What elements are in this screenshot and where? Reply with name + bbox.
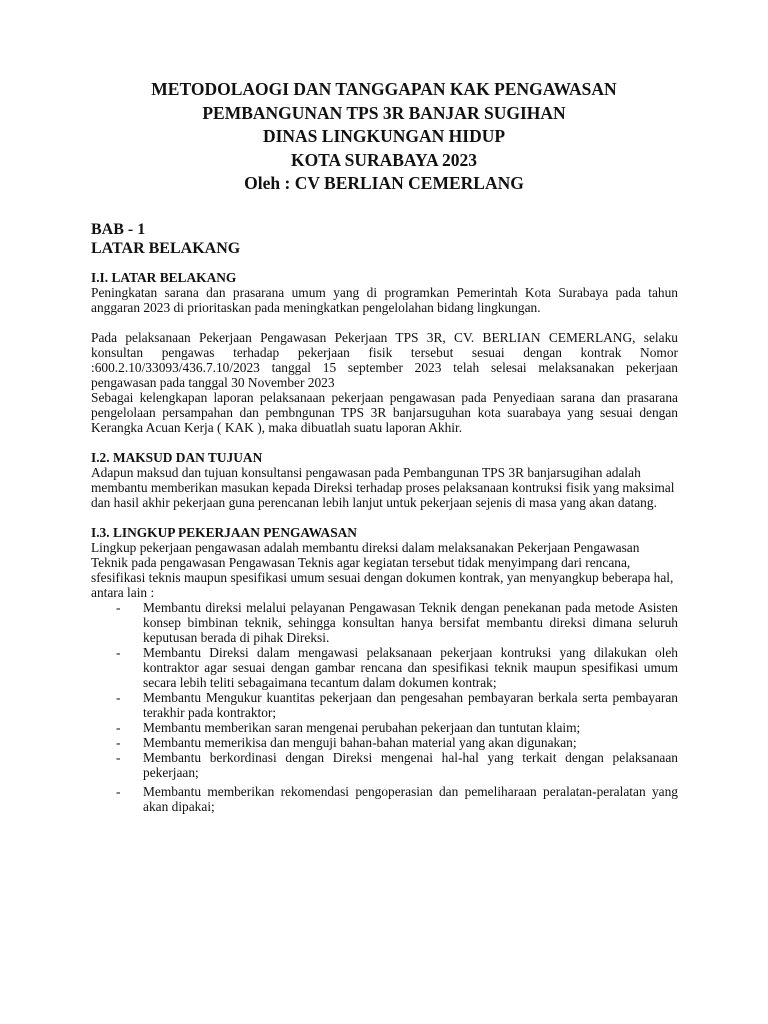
list-item-text: Membantu berkordinasi dengan Direksi mengenai hal-hal yang terkait dengan pelaksanaan pekerjaan; xyxy=(143,750,678,780)
chapter-name: LATAR BELAKANG xyxy=(91,240,241,257)
list-item-text: Membantu memberikan saran mengenai perubahan pekerjaan dan tuntutan klaim; xyxy=(143,720,581,735)
section-1-paragraph-3: Sebagai kelengkapan laporan pelaksanaan pekerjaan pengawasan pada Penyediaan sarana dan prasarana pengelolaan persampahan dan pembngunan TPS 3R banjarsuguhan kota suarabaya yang sesuai dengan Kerangka Acuan Kerja ( KAK ), maka dibuatlah suatu laporan Akhir. xyxy=(91,390,678,435)
list-item xyxy=(91,645,678,690)
document-title xyxy=(90,78,678,196)
bullet-dash: - xyxy=(116,720,121,735)
section-1-heading: I.I. LATAR BELAKANG xyxy=(91,270,237,285)
section-1-paragraph-2: Pada pelaksanaan Pekerjaan Pengawasan Pekerjaan TPS 3R, CV. BERLIAN CEMERLANG, selaku konsultan pengawas terhadap pekerjaan fisik tersebut sesuai dengan kontrak Nomor :600.2.10/33093/436.7.10/2023 tanggal 15 september 2023 telah selesai melaksanakan pekerjaan pengawasan pada tanggal 30 November 2023 xyxy=(91,330,678,390)
list-item xyxy=(91,750,678,780)
list-item-text: Membantu memerikisa dan menguji bahan-bahan material yang akan digunakan; xyxy=(143,735,577,750)
section-3-intro: Lingkup pekerjaan pengawasan adalah membantu direksi dalam melaksanakan Pekerjaan Pengawasan Teknik pada pengawasan Pengawasan Teknis agar kegiatan tersebut tidak menyimpang dari rencana, sfesifikasi teknis maupun spesifikasi umum sesuai dengan dokumen kontrak, yan menyangkup beberapa hal, antara lain : xyxy=(91,540,674,600)
title-line-author: Oleh : CV BERLIAN CEMERLANG xyxy=(244,173,524,193)
chapter-number: BAB - 1 xyxy=(91,221,146,238)
list-item-text: Membantu memberikan rekomendasi pengoperasian dan pemeliharaan peralatan-peralatan yang akan dipakai; xyxy=(143,784,678,814)
bullet-dash: - xyxy=(116,645,121,660)
bullet-dash: - xyxy=(116,600,121,615)
document-body xyxy=(91,270,678,814)
bullet-dash: - xyxy=(116,690,121,705)
list-item xyxy=(91,735,678,750)
title-line-2: PEMBANGUNAN TPS 3R BANJAR SUGIHAN xyxy=(202,102,566,123)
section-2-heading: I.2. MAKSUD DAN TUJUAN xyxy=(91,450,263,465)
title-line-1: METODOLAOGI DAN TANGGAPAN KAK PENGAWASAN xyxy=(151,79,617,99)
section-3-heading: I.3. LINGKUP PEKERJAAN PENGAWASAN xyxy=(91,525,357,540)
title-line-4: KOTA SURABAYA 2023 xyxy=(290,149,478,170)
list-item-text: Membantu Direksi dalam mengawasi pelaksanaan pekerjaan kontruksi yang dilakukan oleh kontraktor agar sesuai dengan gambar rencana dan spesifikasi teknik maupun spesifikasi umum secara lebih teliti sebagaimana tecantum dalam dokumen kontrak; xyxy=(143,645,678,690)
scope-list xyxy=(91,600,678,814)
list-item xyxy=(91,690,678,720)
list-item-text: Membantu Mengukur kuantitas pekerjaan dan pengesahan pembayaran berkala serta pembayaran terakhir pada kontraktor; xyxy=(143,690,678,720)
list-item xyxy=(91,600,678,645)
section-1-paragraph-1: Peningkatan sarana dan prasarana umum yang di programkan Pemerintah Kota Surabaya pada tahun anggaran 2023 di prioritaskan pada meningkatkan pengelolahan bidang lingkungan. xyxy=(91,285,678,315)
list-item xyxy=(91,784,678,814)
bullet-dash: - xyxy=(116,750,121,765)
chapter-heading xyxy=(91,220,240,258)
bullet-dash: - xyxy=(116,735,121,750)
list-item-text: Membantu direksi melalui pelayanan Pengawasan Teknik dengan penekanan pada metode Asisten konsep bimbinan teknik, sehingga konsultan hanya bersifat membantu direksi dimana seluruh keputusan berada di pihak Direksi. xyxy=(143,600,678,645)
title-line-3: DINAS LINGKUNGAN HIDUP xyxy=(262,126,506,146)
list-item xyxy=(91,720,678,735)
section-2-paragraph-1: Adapun maksud dan tujuan konsultansi pengawasan pada Pembangunan TPS 3R banjarsugihan adalah membantu memberikan masukan kepada Direksi terhadap proses pelaksanaan kontruksi fisik yang maksimal dan hasil akhir pekerjaan guna perencanan lebih lanjut untuk pekerjaan sejenis di masa yang akan datang. xyxy=(91,465,675,510)
bullet-dash: - xyxy=(116,784,121,799)
